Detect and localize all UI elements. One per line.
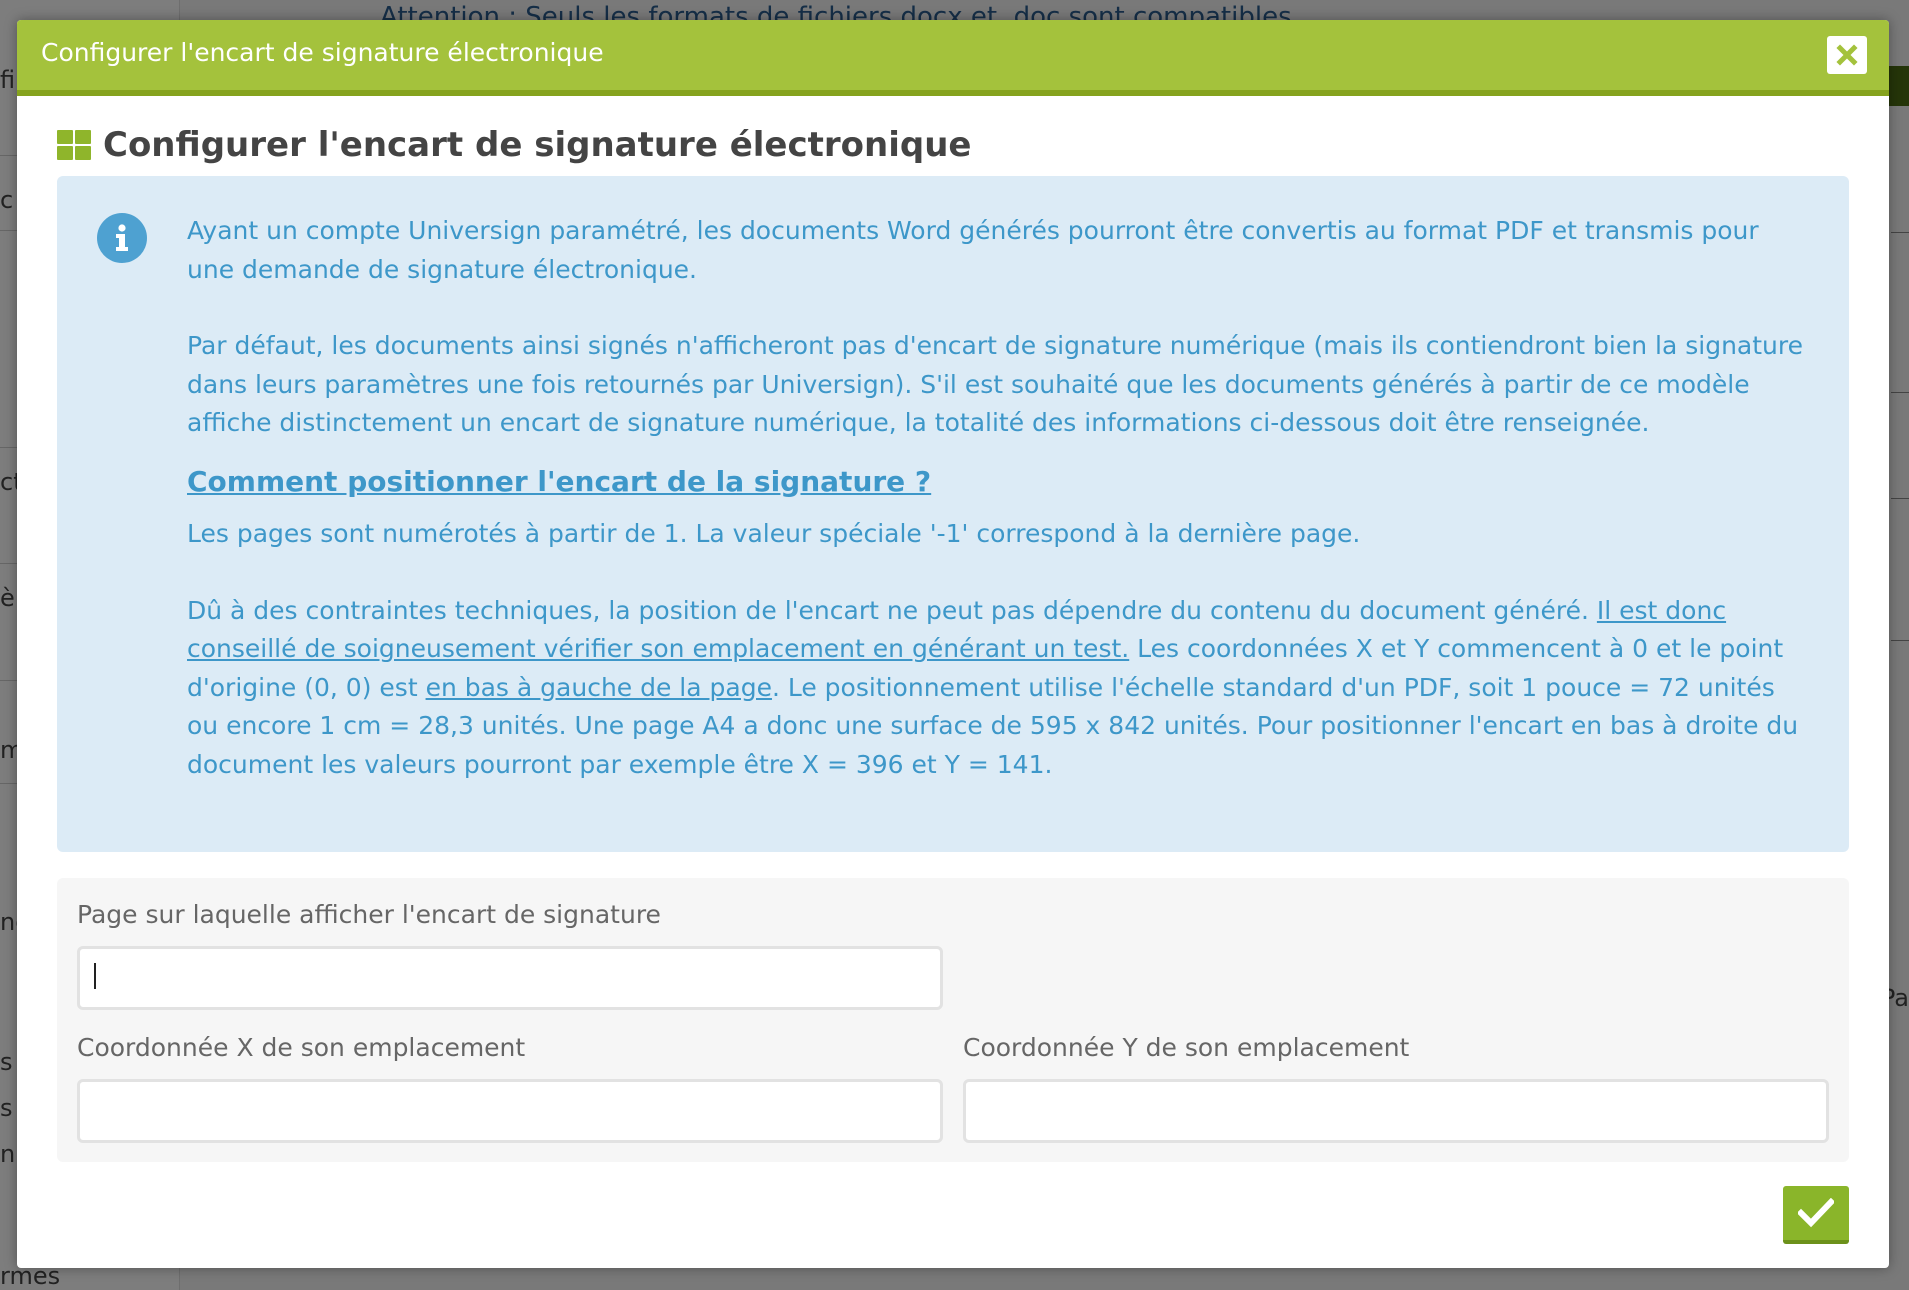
info-underlined-text: Il est donc conseillé de soigneusement vérifier son emplacement en générant un test. <box>187 595 1727 663</box>
help-link-heading[interactable]: Comment positionner l'encart de la signature ? <box>187 464 932 498</box>
modal-title: Configurer l'encart de signature électronique <box>41 38 604 67</box>
info-text: . Le positionnement utilise l'échelle standard d'un PDF, soit 1 pouce = 72 unités ou encore 1 cm = 28,3 unités. Une page A4 a donc une surface de 595 x 842 unités. Pour positionner l'encart en bas à droite du document les valeurs pourront par exemple être X = 396 et Y = 141. <box>187 672 1799 779</box>
text-caret <box>94 963 96 989</box>
info-paragraph: Ayant un compte Universign paramétré, les documents Word générés pourront être convertis au format PDF et transmis pour une demande de signature électronique. <box>187 216 1759 284</box>
info-underlined-text: en bas à gauche de la page <box>425 672 772 702</box>
info-text: Dû à des contraintes techniques, la position de l'encart ne peut pas dépendre du contenu du document généré. <box>187 595 1597 625</box>
info-icon <box>97 213 147 263</box>
modal-header <box>17 20 1889 96</box>
info-paragraph: Les pages sont numérotés à partir de 1. La valeur spéciale '-1' correspond à la dernière page. <box>187 519 1361 548</box>
signature-config-modal <box>17 20 1889 1268</box>
page-field-label: Page sur laquelle afficher l'encart de signature <box>77 900 661 929</box>
page-heading-row <box>57 125 971 165</box>
y-coordinate-label: Coordonnée Y de son emplacement <box>963 1033 1410 1062</box>
close-icon <box>1836 44 1858 66</box>
form-panel <box>57 878 1849 1162</box>
info-paragraph: Par défaut, les documents ainsi signés n'afficheront pas d'encart de signature numérique (mais ils contiendront bien la signature dans leurs paramètres une fois retournés par Universign). S'il est souhaité que les documents générés à partir de ce modèle affiche distinctement un encart de signature numérique, la totalité des informations ci-dessous doit être renseignée. <box>187 331 1804 437</box>
grid-icon <box>57 130 91 160</box>
page-heading: Configurer l'encart de signature électronique <box>103 125 972 165</box>
check-icon <box>1798 1198 1834 1228</box>
y-coordinate-input[interactable] <box>963 1079 1829 1143</box>
page-field-wrapper <box>77 946 943 1010</box>
info-paragraph <box>187 592 1807 785</box>
x-coordinate-input[interactable] <box>77 1079 943 1143</box>
close-button[interactable] <box>1827 36 1867 74</box>
x-coordinate-label: Coordonnée X de son emplacement <box>77 1033 526 1062</box>
submit-button[interactable] <box>1783 1186 1849 1244</box>
info-box <box>57 176 1849 852</box>
page-input[interactable] <box>77 946 943 1010</box>
info-content <box>187 212 1807 784</box>
info-text: Les coordonnées X et Y commencent à 0 et le point d'origine (0, 0) est <box>187 634 1784 702</box>
